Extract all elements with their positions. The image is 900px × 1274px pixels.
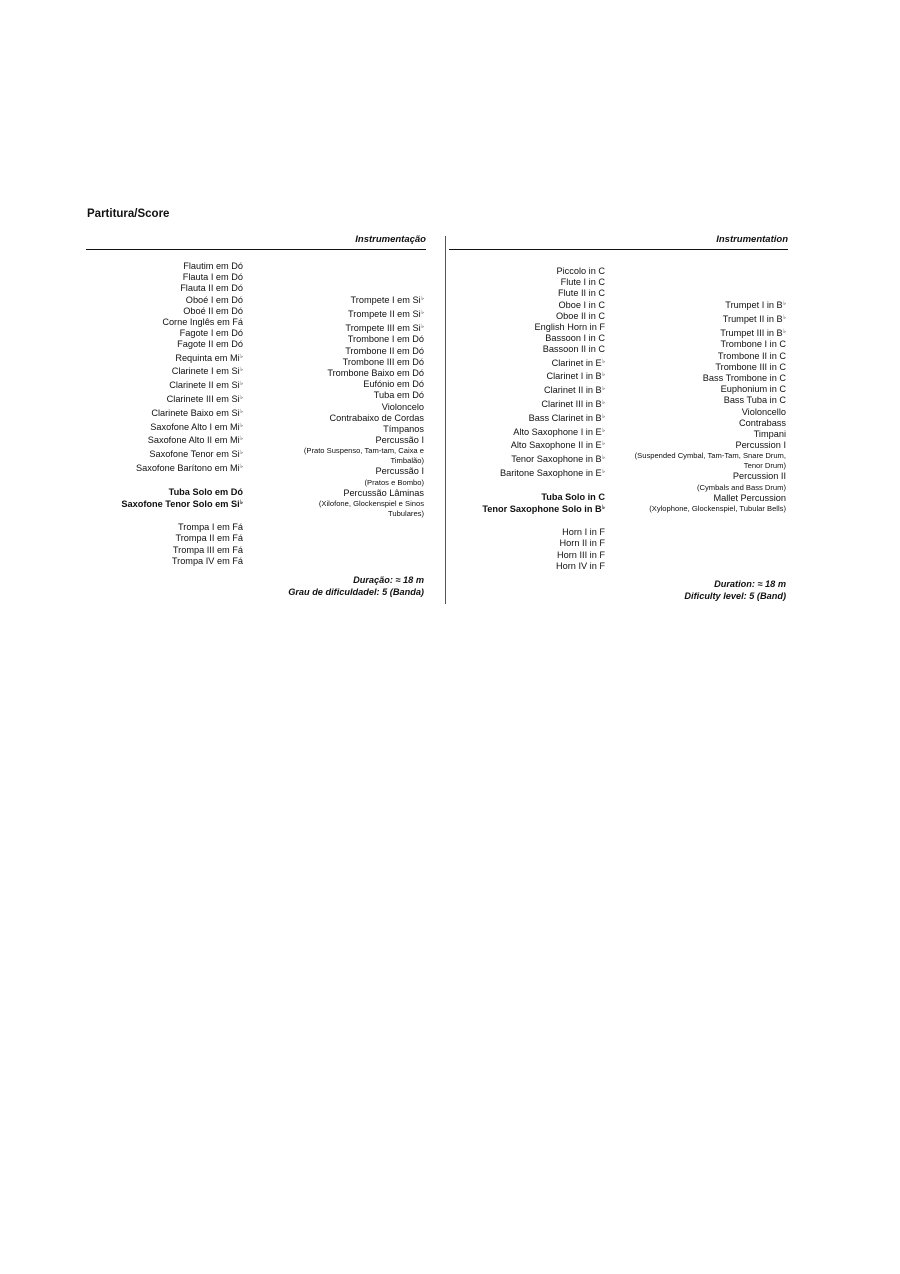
instrument-item (482, 333, 605, 344)
instrument-item (121, 556, 243, 567)
portuguese-woodwinds-column (121, 261, 243, 567)
instrument-item (482, 425, 605, 439)
instrument-name: Trombone II em Dó (345, 345, 424, 356)
instrument-name: Saxofone Barítono em Mi (135, 463, 240, 473)
flat-sign: ♭ (240, 353, 243, 360)
english-woodwinds-column (482, 266, 605, 572)
instrument-name: Trompa I em Fá (177, 522, 243, 533)
instrument-item (482, 322, 605, 333)
instrument-item (121, 545, 243, 556)
instrument-item (274, 368, 424, 379)
flat-sign: ♭ (240, 408, 243, 415)
instrument-name: Trombone III in C (715, 361, 786, 372)
instrument-name: Horn IV in F (555, 560, 605, 571)
flat-sign: ♭ (240, 395, 243, 402)
instrument-name: Trompa II em Fá (175, 533, 243, 544)
instrument-name: Horn I in F (562, 527, 605, 538)
instrument-item (121, 392, 243, 406)
instrument-item (274, 357, 424, 368)
portuguese-horns-list (121, 522, 243, 567)
instrument-item (621, 312, 786, 326)
instrument-name: Saxofone Tenor Solo em Si (121, 499, 240, 509)
flat-sign: ♭ (240, 422, 243, 429)
instrument-name: Contrabaixo de Cordas (329, 412, 424, 423)
instrument-name: Clarinet II in B (543, 385, 602, 396)
instrument-item (482, 527, 605, 538)
instrument-name: Bass Tuba in C (723, 395, 786, 406)
instrument-item (121, 461, 243, 475)
instrument-item (621, 362, 786, 373)
instrument-name: Percussion I (735, 440, 786, 451)
instrument-item (482, 288, 605, 299)
flat-sign: ♭ (602, 427, 605, 434)
instrument-item (121, 317, 243, 328)
instrument-name: Trompete I em Si (350, 295, 421, 305)
instrument-name: Bass Clarinet in B (528, 412, 602, 423)
instrument-item (121, 328, 243, 339)
instrument-item (121, 498, 243, 510)
column-divider (445, 236, 446, 604)
portuguese-mallets: Percussão Lâminas (343, 487, 424, 498)
english-percussion-2-note: (Cymbals and Bass Drum) (696, 482, 786, 492)
flat-sign: ♭ (602, 469, 605, 475)
instrument-name: Bassoon I in C (545, 333, 605, 344)
portuguese-percussion-2: Percussão I (375, 466, 424, 477)
portuguese-brass-column (274, 293, 424, 519)
instrument-name: Trumpet II in B (722, 313, 783, 324)
instrument-name: Tenor Saxophone Solo in B (482, 504, 602, 514)
portuguese-percussion-1-note: (Prato Suspenso, Tam-tam, Caixa e Timbalão) (303, 446, 424, 466)
instrument-name: Clarinet III in B (541, 399, 602, 410)
english-trumpets-list (621, 298, 786, 339)
instrument-name: Alto Saxophone II in E (510, 440, 602, 451)
flat-sign: ♭ (602, 413, 605, 420)
instrument-item (621, 373, 786, 384)
instrument-name: Corne Inglês em Fá (162, 317, 243, 328)
flat-sign: ♭ (602, 372, 605, 379)
instrument-item (482, 492, 605, 503)
flat-sign: ♭ (602, 386, 605, 393)
instrument-name: Trompa IV em Fá (171, 555, 243, 566)
instrument-item (274, 390, 424, 401)
instrument-item (621, 429, 786, 440)
instrument-name: Saxofone Tenor em Si (149, 449, 240, 460)
instrument-item (482, 383, 605, 397)
instrument-name: Oboe II in C (555, 310, 605, 321)
instrument-item (121, 522, 243, 533)
instrument-name: Trompete II em Si (347, 308, 421, 319)
portuguese-woodwinds-list (121, 261, 243, 351)
instrument-name: Trombone I em Dó (347, 334, 424, 345)
instrument-name: Trumpet I in B (725, 300, 783, 310)
instrument-item (121, 533, 243, 544)
instrument-item (274, 413, 424, 424)
instrument-name: English Horn in F (534, 322, 605, 333)
flat-sign: ♭ (783, 301, 786, 307)
instrument-item (274, 435, 424, 446)
english-percussion-1-note: (Suspended Cymbal, Tam-Tam, Snare Drum, Tenor Drum) (634, 451, 786, 471)
english-percussion-2: Percussion II (732, 471, 786, 482)
flat-sign: ♭ (240, 436, 243, 443)
english-reeds-list (482, 356, 605, 480)
instrument-item (121, 420, 243, 434)
instrument-name: Tenor Saxophone in B (511, 454, 602, 465)
instrument-name: Violoncello (741, 406, 786, 417)
instrument-name: Percussão I (375, 435, 424, 446)
instrument-item (482, 550, 605, 561)
instrument-item (121, 351, 243, 365)
instrument-item (621, 326, 786, 340)
instrument-name: Saxofone Alto II em Mi (147, 435, 240, 446)
instrument-name: Tuba Solo em Dó (168, 486, 243, 497)
instrument-item (121, 364, 243, 378)
instrument-name: Flute I in C (560, 277, 605, 288)
flat-sign: ♭ (240, 367, 243, 374)
instrument-item (274, 424, 424, 435)
instrument-name: Oboé II em Dó (183, 305, 243, 316)
flat-sign: ♭ (602, 358, 605, 365)
instrument-name: Clarinete III em Si (166, 394, 240, 405)
flat-sign: ♭ (240, 464, 243, 470)
instrument-item (274, 379, 424, 390)
flat-sign: ♭ (240, 381, 243, 388)
english-mallets-note: (Xylophone, Glockenspiel, Tubular Bells) (649, 503, 786, 513)
instrument-item (482, 300, 605, 311)
flat-sign: ♭ (240, 500, 243, 506)
instrument-item (621, 440, 786, 451)
instrument-item (121, 447, 243, 461)
instrument-item (274, 402, 424, 413)
instrument-name: Piccolo in C (556, 266, 605, 276)
portuguese-header: Instrumentação (86, 234, 426, 250)
english-brass-list (621, 339, 786, 451)
instrument-item (482, 438, 605, 452)
instrument-item (482, 452, 605, 466)
instrument-item (121, 306, 243, 317)
instrument-item (482, 277, 605, 288)
flat-sign: ♭ (421, 309, 424, 316)
instrument-name: Bassoon II in C (542, 344, 605, 355)
english-soloists-list (482, 492, 605, 515)
instrument-item (621, 339, 786, 350)
instrument-name: Fagote I em Dó (179, 328, 243, 339)
english-header: Instrumentation (449, 234, 788, 250)
instrument-item (121, 339, 243, 350)
instrument-name: Alto Saxophone I in E (513, 426, 602, 437)
portuguese-percussion-2-note: (Pratos e Bombo) (364, 477, 424, 487)
instrument-name: Tuba em Dó (373, 390, 424, 401)
instrument-item (482, 411, 605, 425)
instrument-item (482, 503, 605, 515)
portuguese-soloists-list (121, 487, 243, 510)
instrument-item (274, 307, 424, 321)
instrument-item (482, 311, 605, 322)
instrument-name: Horn II in F (559, 538, 605, 549)
instrument-name: Flauta II em Dó (180, 283, 243, 294)
instrument-name: Flauta I em Dó (182, 272, 243, 283)
instrument-item (621, 395, 786, 406)
english-woodwinds-list (482, 266, 605, 356)
instrument-name: Clarinet I in B (546, 371, 602, 382)
english-difficulty: Dificulty level: 5 (Band) (684, 591, 786, 601)
flat-sign: ♭ (602, 441, 605, 448)
instrument-item (482, 266, 605, 277)
english-brass-column (621, 298, 786, 514)
portuguese-reeds-list (121, 351, 243, 475)
instrument-item (274, 293, 424, 307)
instrument-item (121, 261, 243, 272)
instrument-name: Clarinet in E (551, 357, 602, 368)
instrument-name: Oboe I in C (558, 299, 605, 310)
flat-sign: ♭ (783, 314, 786, 321)
instrument-name: Horn III in F (557, 549, 605, 560)
instrument-item (621, 298, 786, 312)
instrument-name: Clarinete Baixo em Si (151, 407, 240, 418)
instrument-item (482, 344, 605, 355)
portuguese-duration-block (288, 574, 424, 598)
instrument-item (121, 295, 243, 306)
instrument-item (482, 561, 605, 572)
instrument-name: Flute II in C (558, 288, 605, 299)
page-title: Partitura/Score (87, 208, 170, 220)
english-mallets: Mallet Percussion (713, 492, 786, 503)
instrument-name: Clarinete II em Si (169, 380, 240, 391)
english-instrumentation-panel (449, 234, 788, 606)
portuguese-instrumentation-panel (86, 234, 426, 606)
flat-sign: ♭ (421, 323, 424, 330)
instrument-name: Oboé I em Dó (185, 294, 243, 305)
instrument-name: Clarinete I em Si (171, 366, 240, 377)
english-duration: Duration: ≈ 18 m (714, 579, 786, 589)
instrument-item (621, 351, 786, 362)
instrument-name: Tuba Solo in C (541, 491, 605, 502)
instrument-name: Eufónio em Dó (363, 379, 424, 390)
instrument-item (482, 369, 605, 383)
portuguese-brass-list (274, 334, 424, 446)
instrument-item (621, 418, 786, 429)
flat-sign: ♭ (602, 505, 605, 511)
instrument-name: Violoncelo (381, 401, 424, 412)
instrument-item (482, 397, 605, 411)
instrument-item (274, 346, 424, 357)
instrument-item (121, 378, 243, 392)
instrument-name: Baritone Saxophone in E (500, 468, 602, 478)
portuguese-mallets-note: (Xilofone, Glockenspiel e Sinos Tubulares) (318, 498, 424, 518)
instrument-name: Trumpet III in B (720, 327, 783, 338)
instrument-item (121, 406, 243, 420)
instrument-name: Trombone Baixo em Dó (327, 368, 424, 378)
instrument-name: Flautim em Dó (183, 261, 243, 271)
flat-sign: ♭ (602, 400, 605, 407)
english-horns-list (482, 527, 605, 572)
instrument-item (274, 321, 424, 335)
flat-sign: ♭ (602, 455, 605, 462)
portuguese-trumpets-list (274, 293, 424, 334)
instrument-item (121, 487, 243, 498)
instrument-name: Trombone III em Dó (342, 356, 424, 367)
instrument-item (482, 538, 605, 549)
instrument-name: Saxofone Alto I em Mi (150, 421, 240, 432)
instrument-item (482, 466, 605, 480)
english-duration-block (684, 578, 786, 602)
flat-sign: ♭ (421, 296, 424, 302)
instrument-name: Trompa III em Fá (172, 544, 243, 555)
instrument-name: Tímpanos (383, 424, 424, 435)
instrument-name: Contrabass (739, 417, 786, 428)
instrument-item (121, 283, 243, 294)
instrument-name: Trombone II in C (717, 350, 786, 361)
instrument-item (121, 433, 243, 447)
instrument-name: Timpani (753, 429, 786, 440)
instrument-name: Euphonium in C (720, 384, 786, 395)
instrument-item (274, 334, 424, 345)
instrument-name: Trompete III em Si (345, 322, 421, 333)
instrument-name: Fagote II em Dó (177, 339, 243, 350)
portuguese-difficulty: Grau de dificuldadel: 5 (Banda) (288, 587, 424, 597)
instrument-item (482, 356, 605, 370)
portuguese-duration: Duração: ≈ 18 m (353, 575, 424, 585)
instrument-name: Bass Trombone in C (702, 373, 786, 383)
instrument-item (621, 384, 786, 395)
instrument-name: Requinta em Mi (175, 352, 240, 363)
instrument-item (621, 407, 786, 418)
flat-sign: ♭ (783, 328, 786, 335)
flat-sign: ♭ (240, 450, 243, 457)
instrument-item (121, 272, 243, 283)
instrument-name: Trombone I in C (720, 339, 786, 350)
